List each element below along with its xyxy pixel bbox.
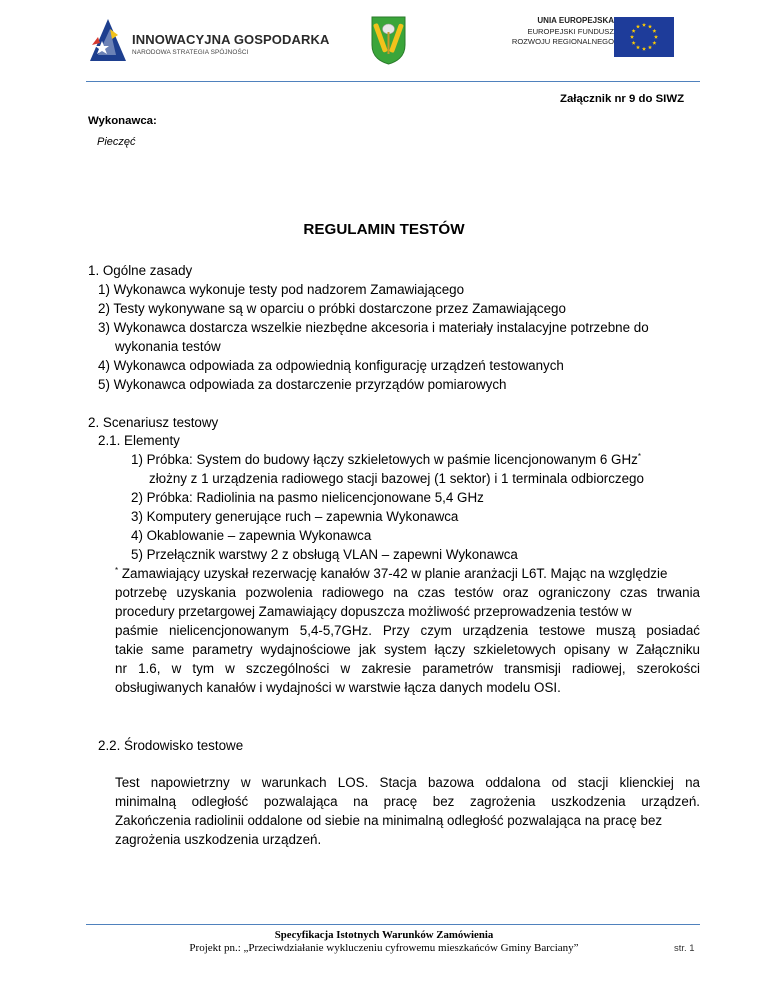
eu-logo-line1: UNIA EUROPEJSKA (537, 16, 614, 25)
footnote-first-line (115, 565, 667, 582)
footnote-marker: * (115, 566, 119, 575)
page-number: str. 1 (674, 943, 695, 954)
crest (370, 15, 407, 65)
footnote-line: takie same parametry wydajnościowe jak system łączy szkieletowych opisany w Załączniku (115, 642, 700, 657)
element-item: 3) Komputery generujące ruch – zapewnia Wykonawca (131, 509, 459, 524)
contractor-label: Wykonawca: (88, 115, 157, 127)
footnote-line: obsługiwanych kanałów i wydajności w warstwie łącza danych modelu OSI. (115, 680, 561, 695)
environment-line: Test napowietrzny w warunkach LOS. Stacja bazowa oddalona od stacji klienckiej na (115, 775, 700, 790)
section1-item-continuation: wykonania testów (115, 339, 221, 354)
crest-icon (370, 15, 407, 65)
element-item (131, 451, 641, 468)
eu-logo (498, 15, 678, 65)
logo-title: INNOWACYJNA GOSPODARKA (132, 32, 330, 47)
section1-item: 1) Wykonawca wykonuje testy pod nadzorem Zamawiającego (98, 282, 465, 297)
eu-flag-icon (614, 17, 674, 57)
innowacyjna-gospodarka-logo (88, 15, 328, 65)
environment-line: Zakończenia radiolinii oddalone od siebie na minimalną odległość pozwalająca na pracę bez (115, 813, 663, 828)
innowacyjna-gospodarka-emblem-icon (88, 15, 128, 65)
section2-heading: 2. Scenariusz testowy (88, 415, 219, 430)
eu-logo-line3: ROZWOJU REGIONALNEGO (511, 37, 614, 46)
footnote-reference: * (637, 452, 641, 461)
footnote-line: procedury przetargowej Zamawiający dopuszcza możliwość przeprowadzenia testów w (115, 604, 632, 619)
section1-heading: 1. Ogólne zasady (88, 263, 193, 278)
stamp-label: Pieczęć (97, 136, 136, 148)
element-item: 5) Przełącznik warstwy 2 z obsługą VLAN – zapewni Wykonawca (131, 547, 518, 562)
environment-line: zagrożenia uszkodzenia urządzeń. (115, 832, 322, 847)
element-item-text: 1) Próbka: System do budowy łączy szkieletowych w paśmie licencjonowanym 6 GHz (131, 452, 638, 467)
environment-line: minimalną odległość pozwalająca na pracę bez zagrożenia uszkodzenia urządzeń. (115, 794, 700, 809)
attachment-label: Załącznik nr 9 do SIWZ (560, 93, 685, 105)
footnote-line: nr 1.6, w tym w szczególności w zakresie parametrów transmisji radiowej, szerokości (115, 661, 700, 676)
section1-item: 5) Wykonawca odpowiada za dostarczenie przyrządów pomiarowych (98, 377, 507, 392)
section1-item: 4) Wykonawca odpowiada za odpowiednią konfigurację urządzeń testowanych (98, 358, 564, 373)
footnote-text: Zamawiający uzyskał rezerwację kanałów 37-42 w planie aranżacji L6T. Mając na względzie (121, 566, 668, 581)
logo-subtitle: NARODOWA STRATEGIA SPÓJNOŚCI (132, 49, 249, 56)
section1-item: 2) Testy wykonywane są w oparciu o próbki dostarczone przez Zamawiającego (98, 301, 566, 316)
element-item: 2) Próbka: Radiolinia na pasmo nielicencjonowane 5,4 GHz (131, 490, 484, 505)
footer-project: Projekt pn.: „Przeciwdziałanie wykluczeniu cyfrowemu mieszkańców Gminy Barciany” (189, 942, 579, 954)
section2-1-heading: 2.1. Elementy (98, 433, 180, 448)
section1-item: 3) Wykonawca dostarcza wszelkie niezbędne akcesoria i materiały instalacyjne potrzebne do (98, 320, 649, 335)
eu-logo-line2: EUROPEJSKI FUNDUSZ (527, 26, 614, 36)
footer-title: Specyfikacja Istotnych Warunków Zamówienia (274, 929, 494, 941)
footnote-line: paśmie nielicencjonowanym 5,4-5,7GHz. Przy czym urządzenia testowe muszą posiadać (115, 623, 700, 638)
element-item-continuation: złożny z 1 urządzenia radiowego stacji bazowej (1 sektor) i 1 terminala odbiorczego (149, 471, 644, 486)
section2-2-heading: 2.2. Środowisko testowe (98, 738, 244, 753)
footer-divider (86, 924, 700, 925)
footnote-line: potrzebę uzyskania pozwolenia radiowego na czas testów oraz ograniczony czas trwania (115, 585, 700, 600)
header-divider (86, 81, 700, 82)
page-title: REGULAMIN TESTÓW (303, 221, 465, 238)
element-item: 4) Okablowanie – zapewnia Wykonawca (131, 528, 372, 543)
